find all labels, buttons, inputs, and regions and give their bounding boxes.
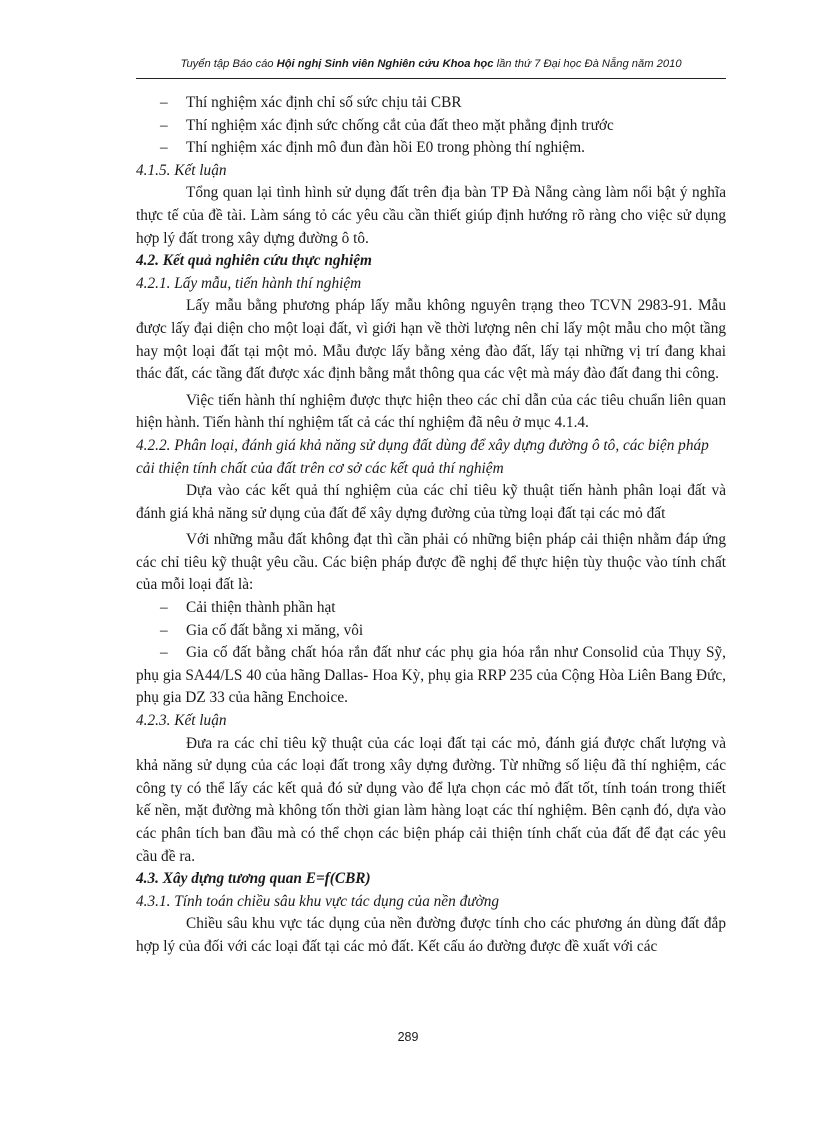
- dash-bullet: –: [160, 644, 168, 662]
- dash-bullet: –: [160, 139, 168, 157]
- section-heading-4-3: 4.3. Xây dựng tương quan E=f(CBR): [136, 870, 371, 888]
- list-item: – Gia cố đất bằng chất hóa rắn đất như các phụ gia hóa rắn như Consolid của Thụy Sỹ, phụ gia SA44/LS 40 của hãng Dallas- Hoa Kỳ, phụ gia RRP 235 của Cộng Hòa Liên Bang Đức, phụ gia DZ 33 của hãng Enchoice.: [136, 644, 726, 707]
- dash-bullet: –: [160, 599, 168, 617]
- section-heading-4-2-2: 4.2.2. Phân loại, đánh giá khả năng sử dụng đất dùng để xây dựng đường ô tô, các biện pháp cải thiện tính chất của đất trên cơ sở các kết quả thí nghiệm: [136, 436, 709, 477]
- section-heading-4-1-5: 4.1.5. Kết luận: [136, 161, 227, 179]
- section-heading-4-3-1: 4.3.1. Tính toán chiều sâu khu vực tác dụng của nền đường: [136, 892, 500, 910]
- paragraph: Lấy mẫu bằng phương pháp lấy mẫu không nguyên trạng theo TCVN 2983-91. Mẫu được lấy đại diện cho một loại đất, vì giới hạn về thời lượng nên chỉ lấy một mẫu cho một tầng hay một loại đất tại một mỏ. Mẫu được lấy bằng xẻng đào đất, lấy tại những vị trí đang khai thác đất, các tầng đất được xác định bằng mắt thông qua các vệt mà máy đào đất đang thi công.: [136, 297, 726, 383]
- header-conference-name: Hội nghị Sinh viên Nghiên cứu Khoa học: [276, 58, 494, 70]
- paragraph: Tổng quan lại tình hình sử dụng đất trên địa bàn TP Đà Nẵng càng làm nổi bật ý nghĩa thực tế của đề tài. Làm sáng tỏ các yêu cầu cần thiết giúp định hướng rõ ràng cho việc sử dụng hợp lý đất trong xây dựng đường ô tô.: [136, 184, 726, 247]
- dash-bullet: –: [160, 116, 168, 134]
- list-item: – Thí nghiệm xác định mô đun đàn hồi E0 trong phòng thí nghiệm.: [136, 137, 726, 160]
- section-heading-4-2-1: 4.2.1. Lấy mẫu, tiến hành thí nghiệm: [136, 274, 362, 292]
- dash-bullet: –: [160, 621, 168, 639]
- page-number: 289: [397, 1030, 419, 1044]
- list-item: – Thí nghiệm xác định chỉ số sức chịu tải CBR: [136, 92, 726, 115]
- list-item: – Cải thiện thành phần hạt: [136, 597, 726, 620]
- list-item: – Gia cố đất bằng xi măng, vôi: [136, 620, 726, 643]
- paragraph: Việc tiến hành thí nghiệm được thực hiện theo các chỉ dẫn của các tiêu chuẩn liên quan hiện hành. Tiến hành thí nghiệm tất cả các thí nghiệm đã nêu ở mục 4.1.4.: [136, 391, 726, 432]
- paragraph: Đưa ra các chỉ tiêu kỹ thuật của các loại đất tại các mỏ, đánh giá được chất lượng và khả năng sử dụng của các loại đất trong xây dựng đường. Từ những số liệu đã thí nghiệm, các công ty có thể lấy các kết quả đó sử dụng vào để lựa chọn các mỏ đất tốt, tính toán trong thiết kế nền, mặt đường mà không tốn thời gian làm hàng loạt các thí nghiệm. Bên cạnh đó, dựa vào các phân tích ban đầu mà có thể chọn các biện pháp cải thiện tính chất của đất để đạt các yêu cầu đề ra.: [136, 734, 726, 865]
- section-heading-4-2: 4.2. Kết quả nghiên cứu thực nghiệm: [136, 252, 372, 270]
- paragraph: Với những mẫu đất không đạt thì cần phải có những biện pháp cải thiện nhằm đáp ứng các chỉ tiêu kỹ thuật yêu cầu. Các biện pháp được đề nghị để thực hiện tùy thuộc vào tính chất của mỗi loại đất là:: [136, 531, 726, 594]
- header-suffix: lần thứ 7 Đại học Đà Nẵng năm 2010: [493, 58, 682, 70]
- dash-bullet: –: [160, 94, 168, 111]
- section-heading-4-2-3: 4.2.3. Kết luận: [136, 712, 227, 730]
- paragraph: Dựa vào các kết quả thí nghiệm của các chỉ tiêu kỹ thuật tiến hành phân loại đất và đánh giá khả năng sử dụng của đất để xây dựng đường của từng loại đất tại các mỏ đất: [136, 482, 726, 522]
- header-prefix: Tuyển tập Báo cáo: [180, 58, 277, 70]
- page-body: [136, 92, 726, 959]
- running-header: [136, 58, 726, 70]
- header-divider: [136, 78, 726, 79]
- list-item: – Thí nghiệm xác định sức chống cắt của đất theo mặt phẳng định trước: [136, 115, 726, 138]
- paragraph: Chiều sâu khu vực tác dụng của nền đường được tính cho các phương án dùng đất đắp hợp lý của đối với các loại đất tại các mỏ đất. Kết cấu áo đường được đề xuất với các: [136, 915, 726, 955]
